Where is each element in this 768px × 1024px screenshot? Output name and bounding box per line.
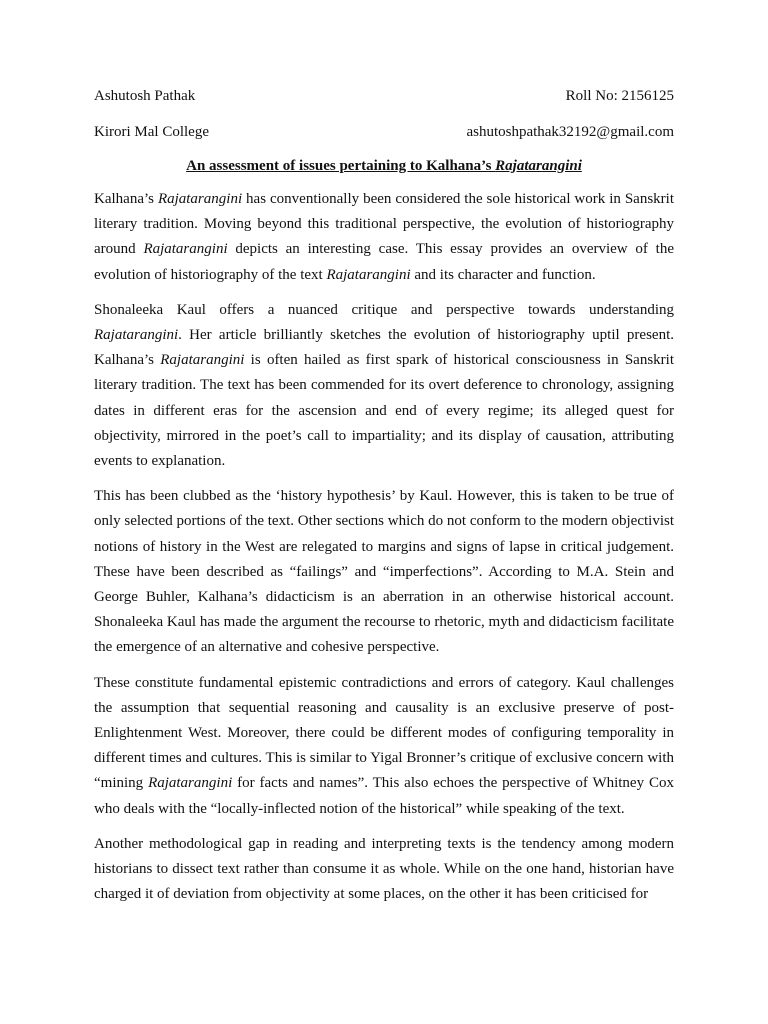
text-run: Shonaleeka Kaul offers a nuanced critique and perspective towards understanding: [94, 301, 674, 318]
italic-text: Rajatarangini: [143, 241, 228, 258]
text-run: . Her article brilliantly sketches the evolution of historiography uptil present. Kalhana’s: [94, 327, 674, 369]
text-run: for facts and names”. This also echoes the perspective of Whitney Cox who deals with the “locally-inflected notion of the historical” while speaking of the text.: [94, 775, 674, 817]
paragraph: [94, 832, 674, 908]
author-name: Ashutosh Pathak: [94, 88, 196, 104]
paragraph: [94, 671, 674, 822]
text-run: and its character and function.: [410, 266, 596, 283]
paragraph: [94, 187, 674, 288]
italic-text: Rajatarangini: [157, 191, 243, 207]
italic-text: Rajatarangini: [94, 327, 179, 344]
email-address: ashutoshpathak32192@gmail.com: [466, 124, 674, 140]
header-row-2: [94, 122, 674, 142]
text-run: These constitute fundamental epistemic contradictions and errors of category. Kaul challenges the assumption that sequential reasoning and causality is an exclusive preserve of post-Enlightenment West. Moreover, there could be different modes of configuring temporality in different times and cultures. This is similar to Yigal Bronner’s critique of exclusive concern with “mining: [94, 674, 674, 792]
essay-title: [94, 156, 674, 176]
text-run: depicts an interesting case. This essay provides an overview of the evolution of historiography of the text: [94, 241, 675, 283]
college-name: Kirori Mal College: [94, 124, 209, 140]
title-italic: Rajatarangini: [495, 158, 582, 174]
italic-text: Rajatarangini: [326, 266, 411, 283]
text-run: Kalhana’s: [94, 191, 158, 207]
header-row-1: [94, 86, 674, 106]
title-text: An assessment of issues pertaining to Kalhana’s: [186, 158, 496, 174]
text-run: has conventionally been considered the sole historical work in Sanskrit literary tradition. Moving beyond this traditional perspective, the evolution of historiography around: [94, 191, 674, 258]
italic-text: Rajatarangini: [148, 775, 233, 792]
paragraph: [94, 298, 674, 474]
text-run: is often hailed as first spark of historical consciousness in Sanskrit literary tradition. The text has been commended for its overt deference to chronology, assigning dates in different eras for the ascension and end of every regime; its alleged quest for objectivity, mirrored in the poet’s call to impartiality; and its display of causation, attributing events to explanation.: [94, 352, 675, 470]
roll-number: Roll No: 2156125: [565, 88, 674, 104]
text-run: Another methodological gap in reading and interpreting texts is the tendency among modern historians to dissect text rather than consume it as whole. While on the one hand, historian have charged it of deviation from objectivity at some places, on the other it has been criticised for: [94, 835, 674, 903]
essay-body: [94, 187, 674, 907]
italic-text: Rajatarangini: [160, 352, 245, 369]
paragraph: [94, 484, 674, 660]
text-run: This has been clubbed as the ‘history hypothesis’ by Kaul. However, this is taken to be true of only selected portions of the text. Other sections which do not conform to the modern objectivist notions of history in the West are relegated to margins and signs of lapse in critical judgement. These have been described as “failings” and “imperfections”. According to M.A. Stein and George Buhler, Kalhana’s didacticism is an aberration in an otherwise historical account. Shonaleeka Kaul has made the argument the recourse to rhetoric, myth and didacticism facilitate the emergence of an alternative and cohesive perspective.: [94, 488, 674, 656]
